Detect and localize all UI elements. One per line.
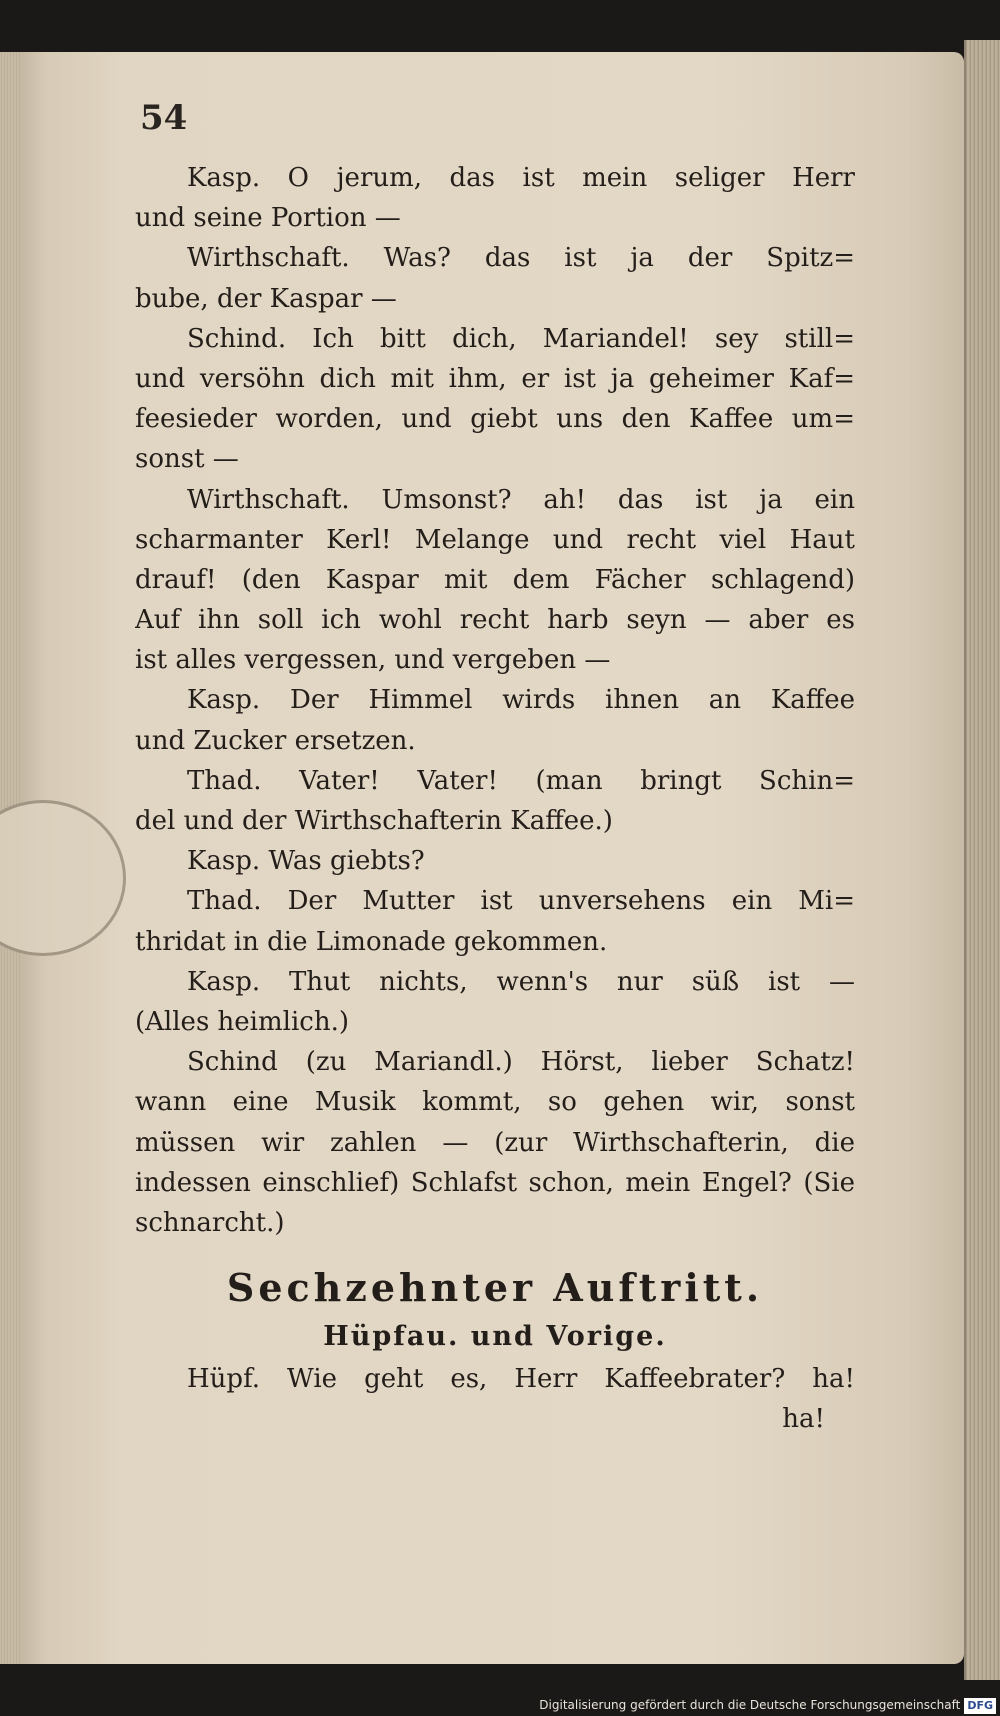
text-line: Thad. Der Mutter ist unversehens ein Mi=: [187, 886, 855, 917]
page-body: [135, 158, 855, 1439]
text-line: (Alles heimlich.): [135, 1006, 349, 1037]
text-line: Hüpf. Wie geht es, Herr Kaffeebrater? ha!: [187, 1364, 855, 1395]
text-line: Kasp. Was giebts?: [187, 846, 425, 877]
text-line: Schind. Ich bitt dich, Mariandel! sey still=: [187, 323, 855, 354]
text-line: Kasp. O jerum, das ist mein seliger Herr: [187, 163, 855, 193]
text-line: scharmanter Kerl! Melange und recht viel Haut: [135, 524, 855, 555]
text-line: und seine Portion —: [135, 203, 401, 234]
text-line: Wirthschaft. Was? das ist ja der Spitz=: [187, 243, 855, 274]
page-stack-right: [964, 40, 1000, 1680]
text-line: wann eine Musik kommt, so gehen wir, sonst: [135, 1087, 855, 1118]
text-line: Wirthschaft. Umsonst? ah! das ist ja ein: [187, 484, 855, 515]
footer-text: Digitalisierung gefördert durch die Deutsche Forschungsgemeinschaft: [539, 1698, 961, 1712]
text-line: indessen einschlief) Schlafst schon, mein Engel? (Sie: [135, 1167, 855, 1198]
text-line: und versöhn dich mit ihm, er ist ja geheimer Kaf=: [135, 363, 855, 394]
text-line: feesieder worden, und giebt uns den Kaffee um=: [135, 404, 855, 435]
scene-heading: Sechzehnter Auftritt.: [226, 1265, 764, 1311]
text-line: schnarcht.): [135, 1207, 285, 1238]
text-line: bube, der Kaspar —: [135, 283, 397, 314]
text-line: Kasp. Der Himmel wirds ihnen an Kaffee: [187, 685, 855, 716]
text-line: sonst —: [135, 444, 239, 475]
text-line: ha!: [782, 1404, 825, 1435]
scene-characters: Hüpfau. und Vorige.: [323, 1321, 667, 1353]
text-line: ist alles vergessen, und vergeben —: [135, 645, 611, 676]
dfg-logo: DFG: [964, 1698, 996, 1714]
text-line: Auf ihn soll ich wohl recht harb seyn — aber es: [135, 605, 855, 636]
text-line: Thad. Vater! Vater! (man bringt Schin=: [187, 765, 855, 796]
text-line: Schind (zu Mariandl.) Hörst, lieber Schatz!: [187, 1047, 855, 1078]
text-line: thridat in die Limonade gekommen.: [135, 926, 608, 957]
digitization-footer: [0, 1694, 1000, 1716]
text-line: und Zucker ersetzen.: [135, 725, 416, 756]
text-line: del und der Wirthschafterin Kaffee.): [135, 806, 613, 836]
text-line: drauf! (den Kaspar mit dem Fächer schlagend): [135, 564, 855, 595]
text-line: müssen wir zahlen — (zur Wirthschafterin, die: [135, 1127, 855, 1158]
text-line: Kasp. Thut nichts, wenn's nur süß ist —: [187, 966, 855, 997]
page-number: 54: [140, 98, 188, 138]
